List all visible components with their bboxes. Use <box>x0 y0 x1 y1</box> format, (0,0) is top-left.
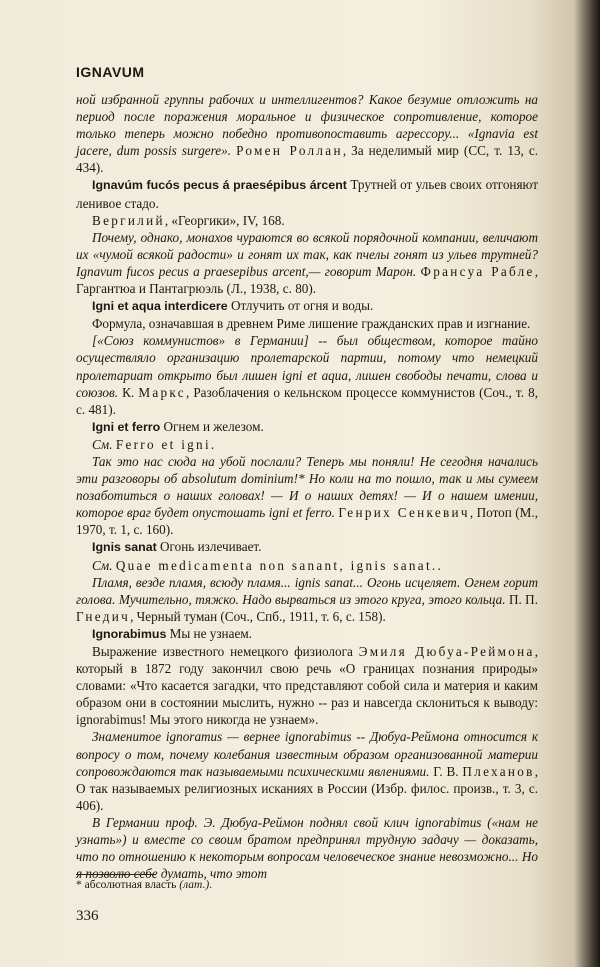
quotation-text: В Германии проф. Э. Дюбуа-Реймон поднял свой клич ignorabimus («нам не узнать») и вместе со своим братом предпринял трудную задачу — доказать, что по отношению к некоторым вопросам человеческое знание невозможно... Но я позволю себе думать, что этот <box>76 814 538 882</box>
author-name: Ferro et igni. <box>115 436 217 452</box>
body-text: , Гаргантюа и Пантагрюэль (Л., 1938, с. 80). <box>76 263 538 297</box>
paragraph <box>76 91 538 176</box>
entry-headword: Igni et ferro <box>92 419 161 434</box>
paragraph <box>76 574 538 625</box>
body-text: , За неделимый мир (СС, т. 13, с. 434). <box>76 143 539 176</box>
body-text: , Разоблачения о кельнском процессе коммунистов (Соч., т. 8, с. 481). <box>76 384 538 417</box>
body-text: Огонь излечивает. <box>156 539 262 555</box>
body-text: К. <box>118 384 139 400</box>
paragraph <box>76 229 538 297</box>
book-gutter-shadow <box>574 0 600 967</box>
author-name: Франсуа Рабле <box>420 263 535 279</box>
entry-headword: Igni et aqua interdicere <box>92 299 228 314</box>
footnote-rule <box>76 874 156 875</box>
body-text: Г. В. <box>429 763 463 779</box>
quotation-text: Пламя, везде пламя, всюду пламя... ignis sanat... Огонь исцеляет. Огнем горит голова. Мучительно, тяжко. Надо вырваться из этого круга, этого кольца. <box>76 574 538 607</box>
paragraph <box>76 332 538 417</box>
author-name: Гнедич <box>76 608 131 624</box>
paragraph <box>76 453 538 538</box>
footnote <box>76 879 212 891</box>
body-text: , «Георгики», IV, 168. <box>164 212 285 228</box>
paragraph <box>76 315 538 332</box>
paragraph <box>76 538 538 556</box>
quotation-text: Знаменитое ignoramus — вернее ignorabimus -- Дюбуа-Реймона относится к вопросу о том, почему колебания известным образом организованной материи сопровождаются так называемыми психическими явлениями. <box>76 729 538 779</box>
entry-headword: Ignavúm fucós pecus á praesépibus árcent <box>92 178 347 193</box>
paragraph <box>76 418 538 436</box>
paragraph <box>76 625 538 643</box>
body-text: , который в 1872 году закончил свою речь «О границах познания природы» словами: «Что касается загадки, что представляют собой сила и материя и каким образом они в состоянии мыслить, нужно -- раз и навсегда склониться к выводу: ignorabimus! Мы этого никогда не узнаем». <box>76 644 538 728</box>
body-text: Выражение известного немецкого физиолога <box>92 644 359 659</box>
body-text: Огнем и железом. <box>160 418 264 434</box>
footnote-note: (лат.) <box>179 879 210 891</box>
body-text: , Потоп (М., 1970, т. 1, с. 160). <box>76 505 538 538</box>
footnote-end: . <box>209 879 213 891</box>
author-name: Вергилий <box>92 212 165 228</box>
footnote-mark: * <box>76 879 82 891</box>
paragraph <box>76 297 538 315</box>
quotation-text: См. <box>92 436 113 452</box>
paragraph <box>76 212 538 229</box>
paragraph <box>76 176 538 211</box>
body-text: П. П. <box>505 591 538 607</box>
body-text: , О так называемых религиозных исканиях в России (Избр. филос. произв., т. 3, с. 406). <box>76 763 539 813</box>
quotation-text: Так это нас сюда на убой послали? Теперь мы поняли! Не сегодня начались эти разговоры об absolutum dominium!* Но коли на то пошло, так и мы сумеем позаботиться о наших головах! — И о наших детях! — И о нашем имении, которое враг будет опустошать igni et ferro. <box>76 453 538 521</box>
paragraph <box>76 728 538 813</box>
body-text: Трутней от ульев своих отгоняют ленивое стадо. <box>76 177 538 211</box>
author-name: Эмиля Дюбуа-Реймона <box>358 644 535 659</box>
body-text: Отлучить от огня и воды. <box>227 298 374 314</box>
author-name: Маркс <box>138 384 186 400</box>
author-name: Ромен Роллан <box>236 143 343 159</box>
entry-headword: Ignis sanat <box>92 540 157 555</box>
paragraph <box>76 557 538 574</box>
body-text: , Черный туман (Соч., Спб., 1911, т. 6, с. 158). <box>130 608 386 624</box>
footnote-text: абсолютная власть <box>84 879 177 891</box>
quotation-text: ной избранной группы рабочих и интеллигентов? Какое безумие отложить на период после поражения моральное и физическое сопротивление, которое только теперь можно победно противопоставить агрессору... «Ignavia est jacere, dum possis surgere». <box>76 92 538 159</box>
running-head: IGNAVUM <box>76 64 145 80</box>
page-number: 336 <box>76 908 99 924</box>
paragraph <box>76 436 538 453</box>
paragraph <box>76 814 538 882</box>
quotation-text: [«Союз коммунистов» в Германии] -- был обществом, которое тайно осуществляло организацию пролетарской партии, потому что немецкий пролетариат открыто был лишен igni et aqua, лишен свободы печати, слова и союзов. <box>76 333 538 400</box>
page-body <box>76 91 538 882</box>
paragraph <box>76 643 538 728</box>
quotation-text: Почему, однако, монахов чураются во всякой порядочной компании, величают их «чумой всякой радости» и гонят их так, как пчелы гонят из ульев трутней? Ignavum fucos pecus a praesepibus arcent,— говорит Марон. <box>76 229 538 279</box>
author-name: Плеханов <box>462 763 535 779</box>
entry-headword: Ignorabimus <box>92 626 167 641</box>
body-text: Мы не узнаем. <box>166 625 252 641</box>
quotation-text: См. <box>92 557 113 573</box>
author-name: Генрих Сенкевич <box>338 505 470 521</box>
body-text: Формула, означавшая в древнем Риме лишение гражданских прав и изгнание. <box>92 316 531 332</box>
author-name: Quae medicamenta non sanant, ignis sanat.. <box>115 557 444 573</box>
